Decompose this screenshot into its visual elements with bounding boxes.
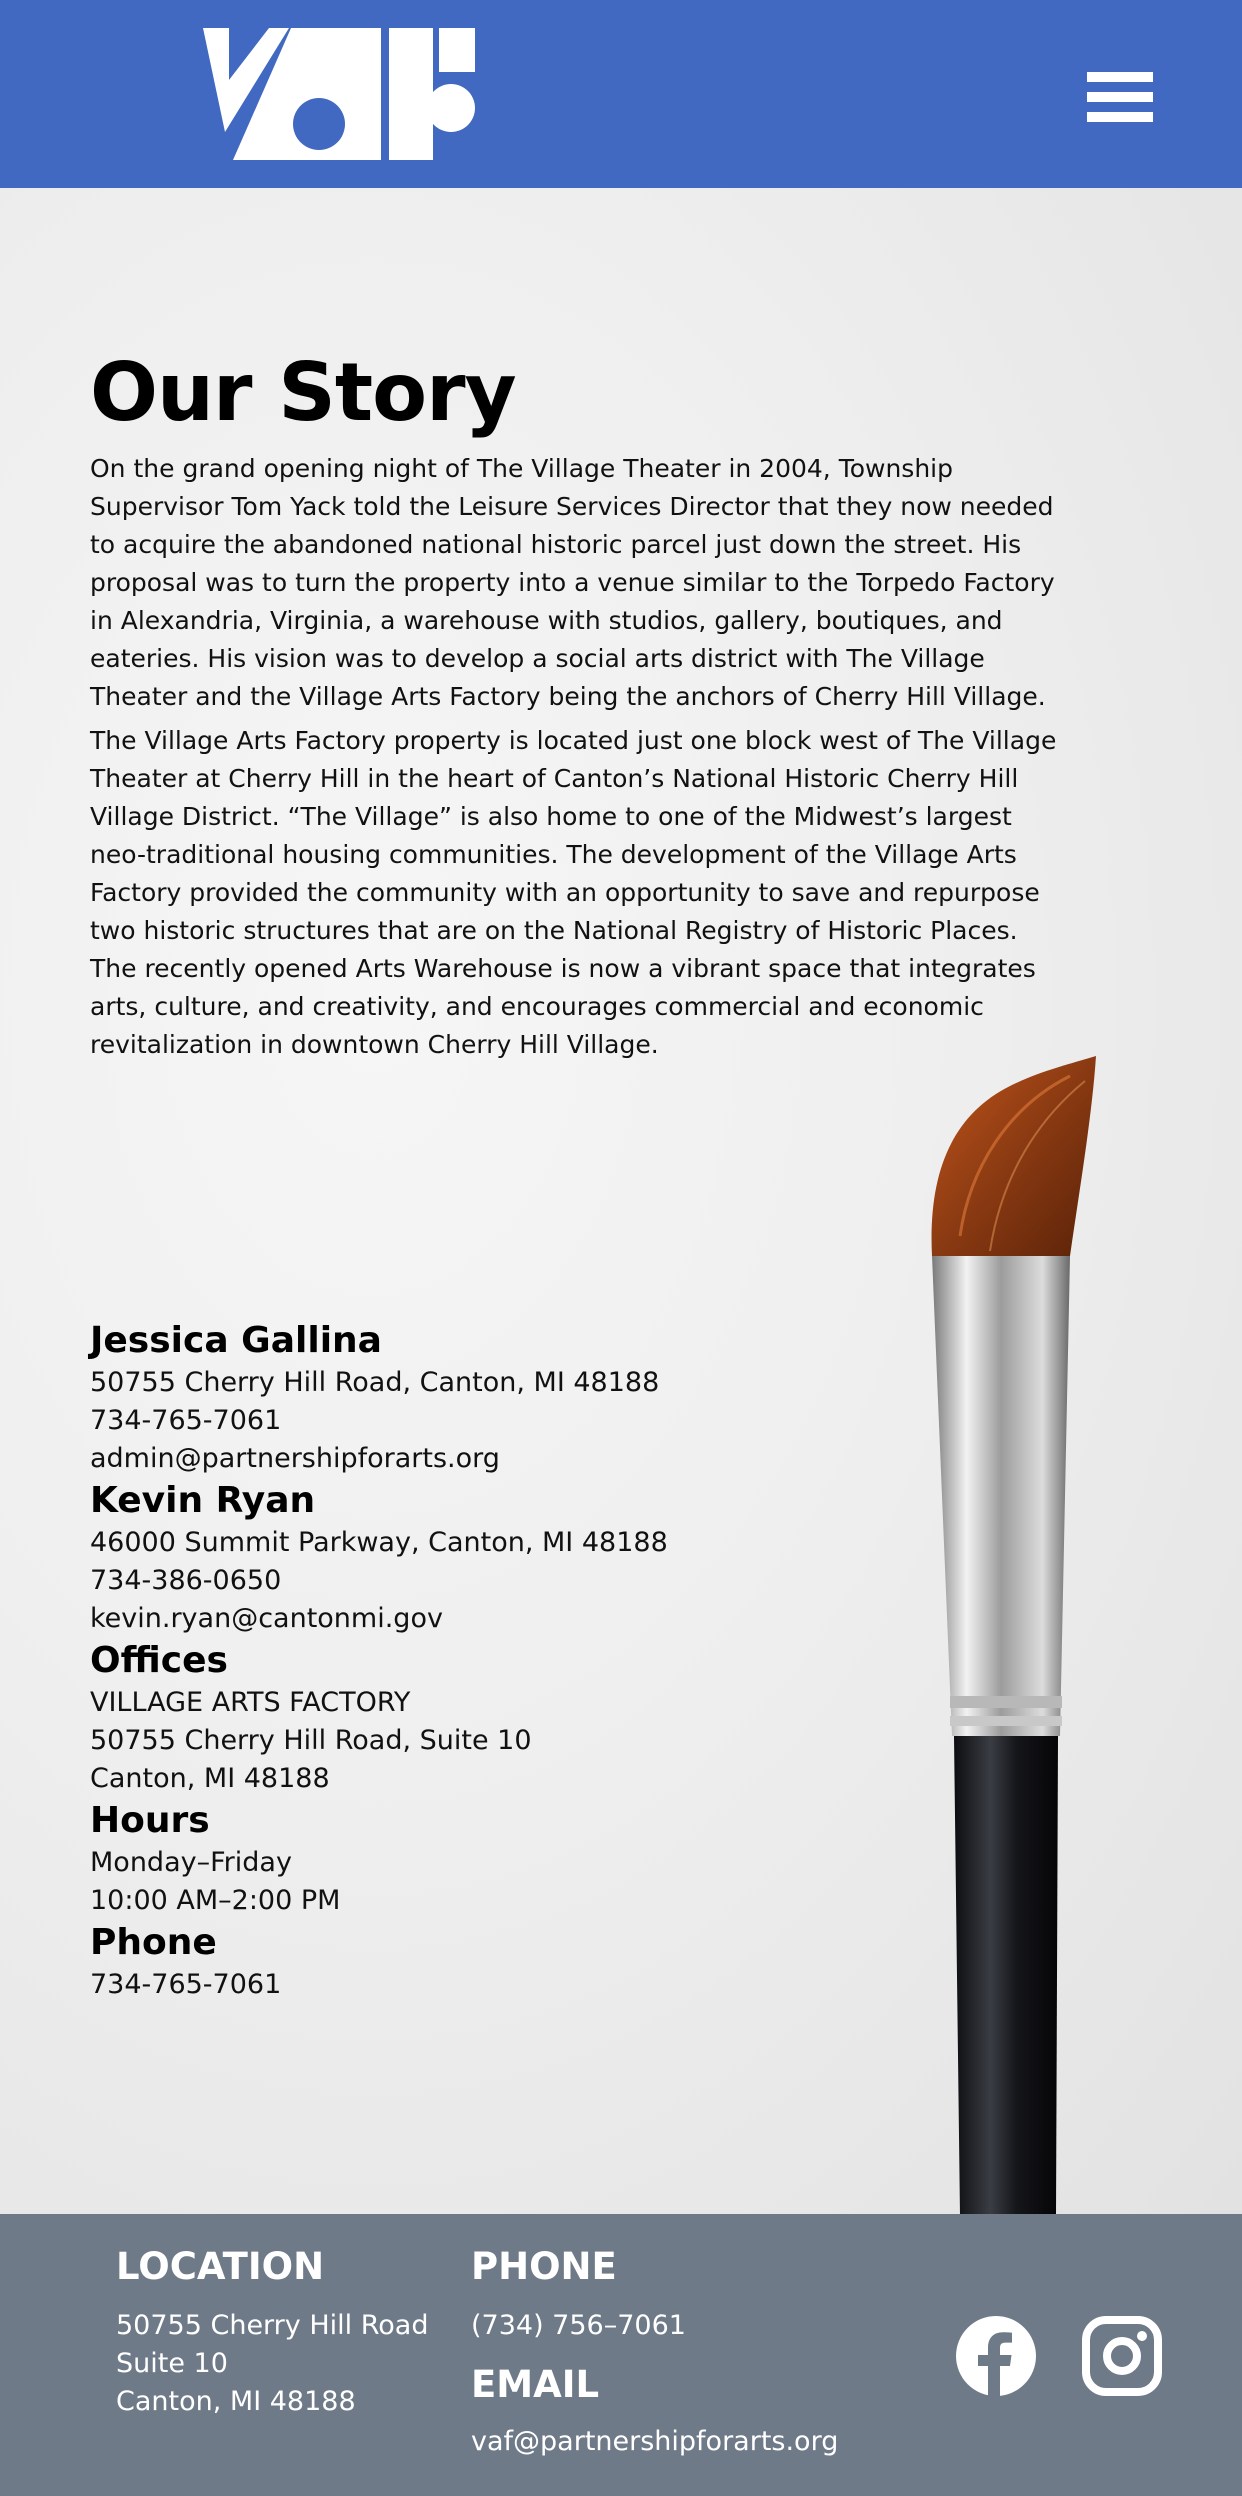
- vaf-logo[interactable]: [203, 28, 475, 160]
- footer-address-line: 50755 Cherry Hill Road: [116, 2310, 429, 2341]
- offices-line: Canton, MI 48188: [90, 1763, 330, 1794]
- contact-address: 50755 Cherry Hill Road, Canton, MI 48188: [90, 1367, 660, 1398]
- hours-heading: Hours: [90, 1800, 210, 1841]
- contact-phone-link[interactable]: 734-386-0650: [90, 1565, 282, 1596]
- footer-email-heading: EMAIL: [471, 2363, 600, 2406]
- hours-time: 10:00 AM–2:00 PM: [90, 1885, 341, 1916]
- contact-info: [90, 1318, 730, 2004]
- hamburger-menu-icon[interactable]: [1087, 72, 1153, 122]
- story-text: [90, 450, 1070, 1070]
- contact-address: 46000 Summit Parkway, Canton, MI 48188: [90, 1527, 668, 1558]
- page-title: Our Story: [90, 346, 516, 439]
- footer-address-line: Suite 10: [116, 2348, 228, 2379]
- contact-name-jessica: Jessica Gallina: [90, 1320, 382, 1361]
- contact-email-link[interactable]: admin@partnershipforarts.org: [90, 1443, 500, 1474]
- story-paragraph: On the grand opening night of The Village Theater in 2004, Township Supervisor Tom Yack told the Leisure Services Director that they now needed to acquire the abandoned national historic parcel just down the street. His proposal was to turn the property into a venue similar to the Torpedo Factory in Alexandria, Virginia, a warehouse with studios, gallery, boutiques, and eateries. His vision was to develop a social arts district with The Village Theater and the Village Arts Factory being the anchors of Cherry Hill Village.: [90, 454, 1055, 711]
- offices-heading: Offices: [90, 1640, 228, 1681]
- phone-heading: Phone: [90, 1922, 217, 1963]
- instagram-icon[interactable]: [1082, 2316, 1162, 2396]
- story-paragraph: The Village Arts Factory property is located just one block west of The Village Theater at Cherry Hill in the heart of Canton’s National Historic Cherry Hill Village District. “The Village” is also home to one of the Midwest’s largest neo-traditional housing communities. The development of the Village Arts Factory provided the community with an opportunity to save and repurpose two historic structures that are on the National Registry of Historic Places. The recently opened Arts Warehouse is now a vibrant space that integrates arts, culture, and creativity, and encourages commercial and economic revitalization in downtown Cherry Hill Village.: [90, 726, 1057, 1059]
- site-header: [0, 0, 1242, 188]
- footer-email-link[interactable]: vaf@partnershipforarts.org: [471, 2426, 839, 2457]
- paintbrush-image: [920, 1056, 1110, 2214]
- footer-phone-link[interactable]: (734) 756–7061: [471, 2310, 686, 2341]
- facebook-icon[interactable]: [956, 2316, 1036, 2396]
- offices-line: 50755 Cherry Hill Road, Suite 10: [90, 1725, 532, 1756]
- main-content: [0, 188, 1242, 2214]
- offices-line: VILLAGE ARTS FACTORY: [90, 1687, 411, 1718]
- contact-phone-link[interactable]: 734-765-7061: [90, 1405, 282, 1436]
- footer-address-line: Canton, MI 48188: [116, 2386, 356, 2417]
- contact-email-link[interactable]: kevin.ryan@cantonmi.gov: [90, 1603, 443, 1634]
- footer-location-heading: LOCATION: [116, 2245, 325, 2288]
- contact-name-kevin: Kevin Ryan: [90, 1480, 316, 1521]
- hours-days: Monday–Friday: [90, 1847, 292, 1878]
- footer-phone-heading: PHONE: [471, 2245, 617, 2288]
- main-phone-link[interactable]: 734-765-7061: [90, 1969, 282, 2000]
